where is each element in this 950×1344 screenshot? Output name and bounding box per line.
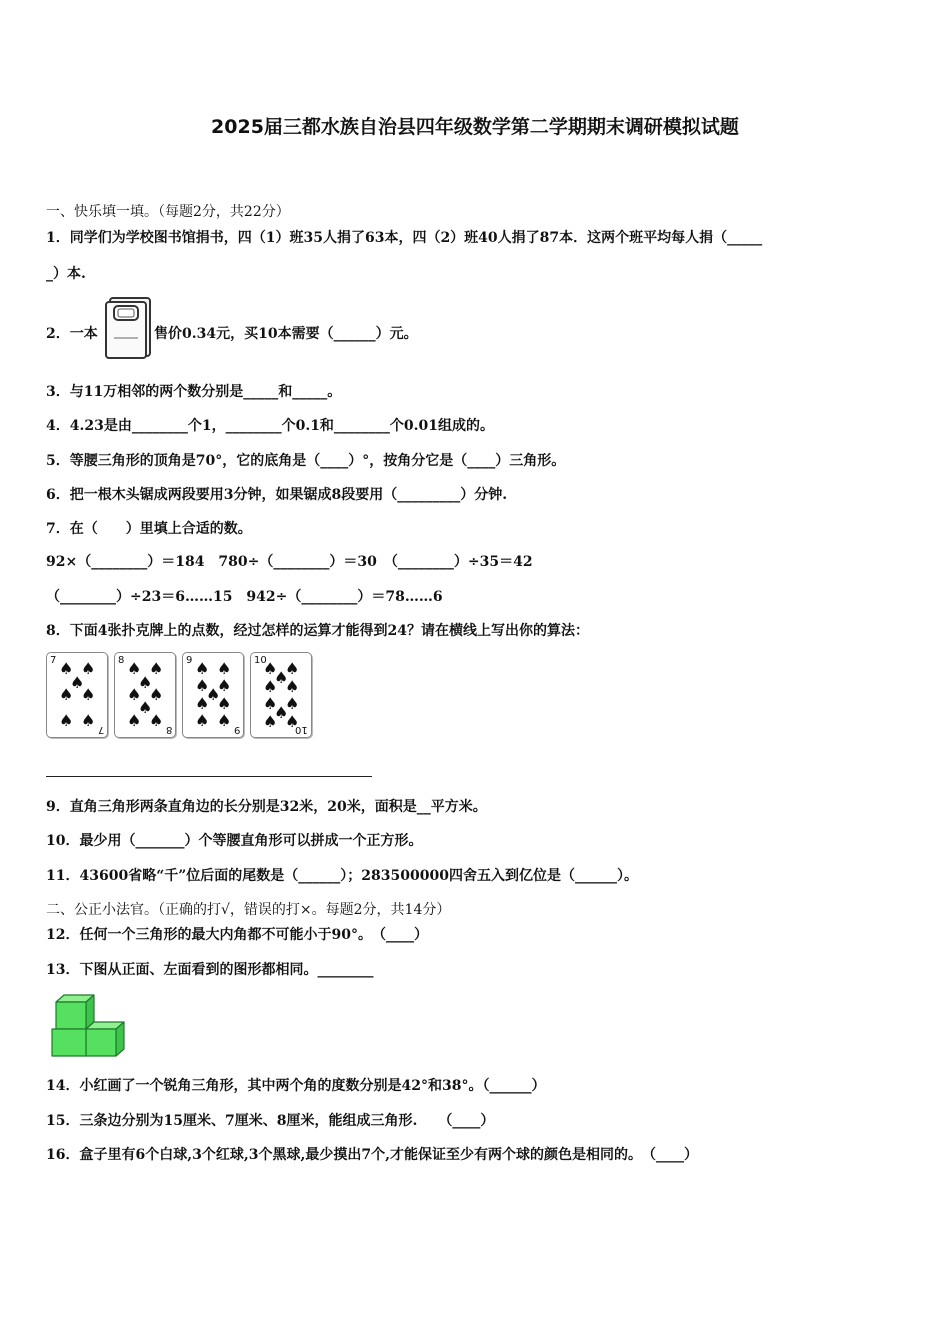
spade-icon: ♠ <box>274 668 289 687</box>
card-rank: 7 <box>50 655 57 666</box>
question-10: 10．最少用（_______）个等腰直角形可以拼成一个正方形。 <box>46 833 423 849</box>
question-15: 15．三条边分别为15厘米、7厘米、8厘米，能组成三角形. （____） <box>46 1113 495 1129</box>
cube-stack <box>52 995 124 1056</box>
spade-icon: ♠ <box>59 659 74 678</box>
question-1-line-1: 1．同学们为学校图书馆捐书，四（1）班35人捐了63本，四（2）班40人捐了87本．这两个班平均每人捐（_____ <box>46 230 763 246</box>
section-2-heading: 二、公正小法官。（正确的打√，错误的打×。每题2分，共14分） <box>46 902 451 918</box>
spade-icon: ♠ <box>70 673 85 692</box>
question-3: 3．与11万相邻的两个数分别是_____和_____。 <box>46 384 342 400</box>
spade-icon: ♠ <box>263 677 278 696</box>
spade-icon: ♠ <box>285 677 300 696</box>
question-4: 4．4.23是由________个1，________个0.1和________个0.01组成的。 <box>46 418 495 434</box>
spade-icon: ♠ <box>285 694 300 713</box>
notebook-icon <box>104 296 154 360</box>
spade-icon: ♠ <box>127 685 142 704</box>
card-rank: 8 <box>165 724 172 735</box>
spade-icon: ♠ <box>217 659 232 678</box>
question-7-row-1: 92×（________）＝184 780÷（________）＝30 （________）÷35＝42 <box>46 554 533 570</box>
spade-icon: ♠ <box>81 685 96 704</box>
card-rank: 9 <box>233 724 240 735</box>
spade-icon: ♠ <box>81 659 96 678</box>
playing-card <box>114 652 176 738</box>
question-8: 8．下面4张扑克牌上的点数，经过怎样的运算才能得到24？请在横线上写出你的算法： <box>46 623 589 639</box>
spade-icon: ♠ <box>127 659 142 678</box>
spade-icon: ♠ <box>206 685 221 704</box>
playing-card <box>250 652 312 738</box>
spade-icon: ♠ <box>127 711 142 730</box>
spade-icon: ♠ <box>285 712 300 731</box>
question-13: 13．下图从正面、左面看到的图形都相同。________ <box>46 962 374 978</box>
spade-icon: ♠ <box>81 711 96 730</box>
spade-icon: ♠ <box>217 676 232 695</box>
card-rank: 7 <box>97 724 104 735</box>
card-rank: 10 <box>295 724 308 735</box>
spade-icon: ♠ <box>263 659 278 678</box>
spade-icon: ♠ <box>138 673 153 692</box>
question-2-prefix: 2．一本 <box>46 326 98 342</box>
spade-icon: ♠ <box>195 676 210 695</box>
spade-icon: ♠ <box>149 659 164 678</box>
question-6: 6．把一根木头锯成两段要用3分钟，如果锯成8段要用（_________）分钟. <box>46 487 508 503</box>
question-12: 12．任何一个三角形的最大内角都不可能小于90°。 （____） <box>46 927 428 943</box>
spade-icon: ♠ <box>195 659 210 678</box>
spade-icon: ♠ <box>217 711 232 730</box>
spade-icon: ♠ <box>263 712 278 731</box>
question-5: 5．等腰三角形的顶角是70°，它的底角是（____）°，按角分它是（____）三角形。 <box>46 453 566 469</box>
page-title: 2025届三都水族自治县四年级数学第二学期期末调研模拟试题 <box>211 116 739 138</box>
answer-line <box>46 776 372 777</box>
card-rank: 8 <box>118 655 125 666</box>
question-14: 14．小红画了一个锐角三角形，其中两个角的度数分别是42°和38°。（______） <box>46 1078 546 1094</box>
playing-card <box>182 652 244 738</box>
spade-icon: ♠ <box>59 711 74 730</box>
spade-icon: ♠ <box>274 703 289 722</box>
spade-icon: ♠ <box>263 694 278 713</box>
spade-icon: ♠ <box>149 685 164 704</box>
playing-card <box>46 652 108 738</box>
spade-icon: ♠ <box>59 685 74 704</box>
question-9: 9．直角三角形两条直角边的长分别是32米，20米，面积是__平方米。 <box>46 799 487 815</box>
question-11: 11．43600省略“千”位后面的尾数是（______）；283500000四舍五入到亿位是（______）。 <box>46 868 638 884</box>
question-16: 16．盒子里有6个白球,3个红球,3个黑球,最少摸出7个,才能保证至少有两个球的颜色是相同的。 （____） <box>46 1147 698 1163</box>
spade-icon: ♠ <box>195 694 210 713</box>
card-rank: 9 <box>186 655 193 666</box>
question-2-suffix: 售价0.34元，买10本需要（______）元。 <box>154 326 418 342</box>
section-1-heading: 一、快乐填一填。（每题2分，共22分） <box>46 204 290 220</box>
question-1-line-2: _）本. <box>46 266 86 282</box>
cube-stack-figure <box>46 992 126 1060</box>
spade-icon: ♠ <box>138 698 153 717</box>
spade-icon: ♠ <box>285 659 300 678</box>
spade-icon: ♠ <box>149 711 164 730</box>
question-7-row-2: （________）÷23＝6……15 942÷（________）＝78……6 <box>46 589 443 605</box>
card-rank: 10 <box>254 655 267 666</box>
question-7: 7．在（ ）里填上合适的数。 <box>46 521 252 537</box>
spade-icon: ♠ <box>195 711 210 730</box>
spade-icon: ♠ <box>217 694 232 713</box>
